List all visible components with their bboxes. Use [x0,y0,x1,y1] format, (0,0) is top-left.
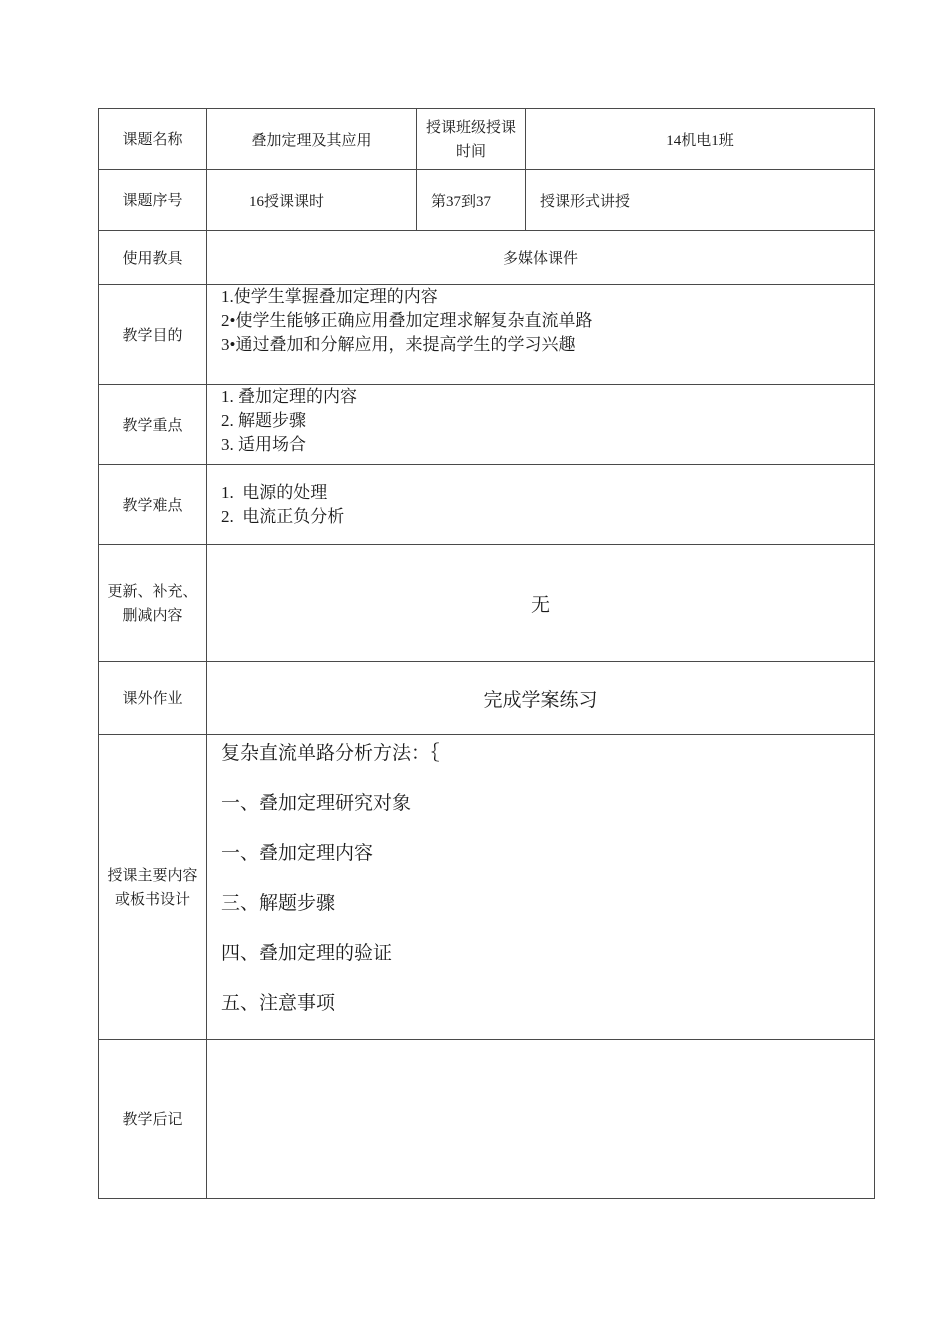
title-label: 课题名称 [99,109,207,170]
seq-range: 第37到37 [417,170,526,231]
row-focus [99,385,875,465]
row-board [99,735,875,1040]
row-notes [99,1040,875,1199]
focus-list [207,385,875,465]
seq-hours: 16授课课时 [207,170,417,231]
objective-item: 3•通过叠加和分解应用，来提高学生的学习兴趣 [221,335,576,354]
row-homework [99,662,875,735]
difficulty-item: 1. 电源的处理 [221,482,328,502]
notes-value [207,1040,875,1199]
notes-label: 教学后记 [99,1040,207,1199]
board-item: 五、注意事项 [221,992,336,1014]
lesson-plan-table [98,108,875,1199]
focus-item: 3. 适用场合 [221,435,306,454]
board-item: 三、解题步骤 [221,892,336,914]
tools-label: 使用教具 [99,231,207,285]
difficulty-list [207,465,875,545]
board-item: 四、叠加定理的验证 [221,942,393,964]
objective-item: 1.使学生掌握叠加定理的内容 [221,287,438,306]
objective-label: 教学目的 [99,285,207,385]
tools-value: 多媒体课件 [207,231,875,285]
update-value: 无 [207,545,875,662]
class-time-label: 授课班级授课时间 [417,109,526,170]
focus-item: 1. 叠加定理的内容 [221,387,357,406]
objective-list [207,285,875,385]
seq-form: 授课形式讲授 [526,170,875,231]
board-item: 一、叠加定理内容 [221,842,374,864]
homework-label: 课外作业 [99,662,207,735]
objective-item: 2•使学生能够正确应用叠加定理求解复杂直流单路 [221,311,593,330]
board-item: 复杂直流单路分析方法：｛ [221,742,440,764]
board-item: 一、叠加定理研究对象 [221,792,412,814]
homework-value: 完成学案练习 [207,662,875,735]
board-list [207,735,875,1040]
class-value: 14机电1班 [526,109,875,170]
seq-label: 课题序号 [99,170,207,231]
row-title [99,109,875,170]
row-difficulty [99,465,875,545]
row-update [99,545,875,662]
focus-item: 2. 解题步骤 [221,411,306,430]
row-tools [99,231,875,285]
difficulty-item: 2. 电流正负分析 [221,506,345,526]
board-label: 授课主要内容或板书设计 [99,735,207,1040]
row-objective [99,285,875,385]
title-value: 叠加定理及其应用 [207,109,417,170]
difficulty-label: 教学难点 [99,465,207,545]
focus-label: 教学重点 [99,385,207,465]
update-label: 更新、补充、删减内容 [99,545,207,662]
row-seq [99,170,875,231]
